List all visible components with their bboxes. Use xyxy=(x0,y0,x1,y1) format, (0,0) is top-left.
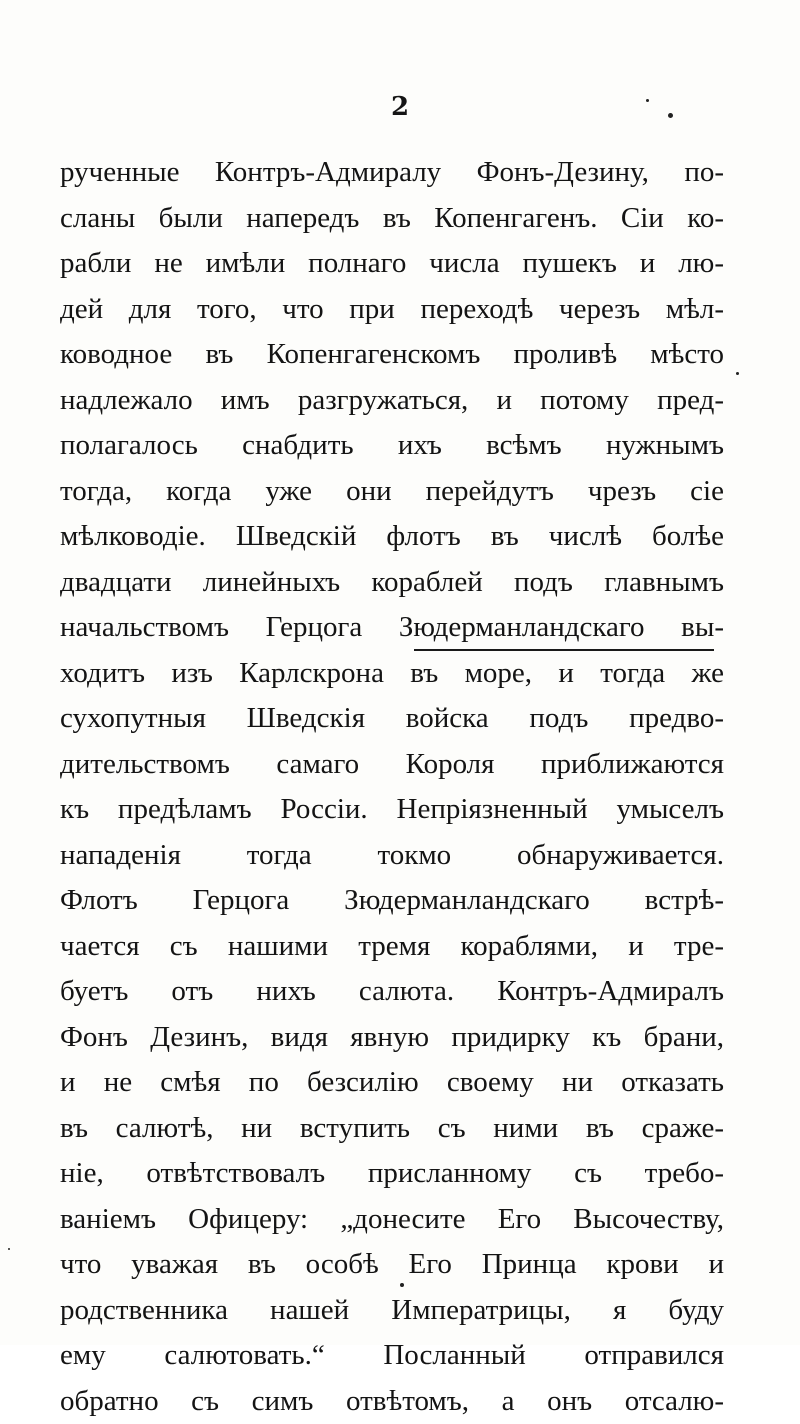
text-line: рученные Контръ-Адмиралу Фонъ-Дезину, по- xyxy=(60,150,724,196)
text-line: ководное въ Копенгагенскомъ проливѣ мѣсто xyxy=(60,332,724,378)
text-line: къ предѣламъ Россіи. Непріязненный умыселъ xyxy=(60,787,724,833)
text-line: чается съ нашими тремя кораблями, и тре- xyxy=(60,924,724,970)
text-line: тогда, когда уже они перейдутъ чрезъ сіе xyxy=(60,469,724,515)
text-line: Флотъ Герцога Зюдерманландскаго встрѣ- xyxy=(60,878,724,924)
ink-speck xyxy=(736,372,739,375)
text-line: дей для того, что при переходѣ черезъ мѣл- xyxy=(60,287,724,333)
text-line: начальствомъ Герцога Зюдерманландскаго вы- xyxy=(60,605,724,651)
text-line: ему салютовать.“ Посланный отправился xyxy=(60,1333,724,1379)
text-line: ваніемъ Офицеру: „донесите Его Высочеству, xyxy=(60,1197,724,1243)
page-number: 2 xyxy=(0,92,800,122)
text-line: мѣлководіе. Шведскій флотъ въ числѣ болѣе xyxy=(60,514,724,560)
ink-speck xyxy=(668,113,673,118)
text-line: надлежало имъ разгружаться, и потому пред- xyxy=(60,378,724,424)
strikethrough-mark xyxy=(414,649,714,651)
text-line: сухопутныя Шведскія войска подъ предво- xyxy=(60,696,724,742)
text-line: ніе, отвѣтствовалъ присланному съ требо- xyxy=(60,1151,724,1197)
text-line: ходитъ изъ Карлскрона въ море, и тогда же xyxy=(60,651,724,697)
text-line: что уважая въ особѣ Его Принца крови и xyxy=(60,1242,724,1288)
ink-speck xyxy=(8,1248,10,1250)
body-text xyxy=(60,150,724,1424)
text-line: и не смѣя по безсилію своему ни отказать xyxy=(60,1060,724,1106)
text-line: сланы были напередъ въ Копенгагенъ. Сіи ко- xyxy=(60,196,724,242)
ink-speck xyxy=(646,99,649,102)
text-line: буетъ отъ нихъ салюта. Контръ-Адмиралъ xyxy=(60,969,724,1015)
text-line: двадцати линейныхъ кораблей подъ главнымъ xyxy=(60,560,724,606)
text-line: дительствомъ самаго Короля приближаются xyxy=(60,742,724,788)
text-line: полагалось снабдить ихъ всѣмъ нужнымъ xyxy=(60,423,724,469)
text-line: Фонъ Дезинъ, видя явную придирку къ брани, xyxy=(60,1015,724,1061)
text-line: обратно съ симъ отвѣтомъ, а онъ отсалю- xyxy=(60,1379,724,1424)
text-line: родственника нашей Императрицы, я буду xyxy=(60,1288,724,1334)
text-line: въ салютѣ, ни вступить съ ними въ сраже- xyxy=(60,1106,724,1152)
text-line: нападенія тогда токмо обнаруживается. xyxy=(60,833,724,879)
text-line: рабли не имѣли полнаго числа пушекъ и лю- xyxy=(60,241,724,287)
